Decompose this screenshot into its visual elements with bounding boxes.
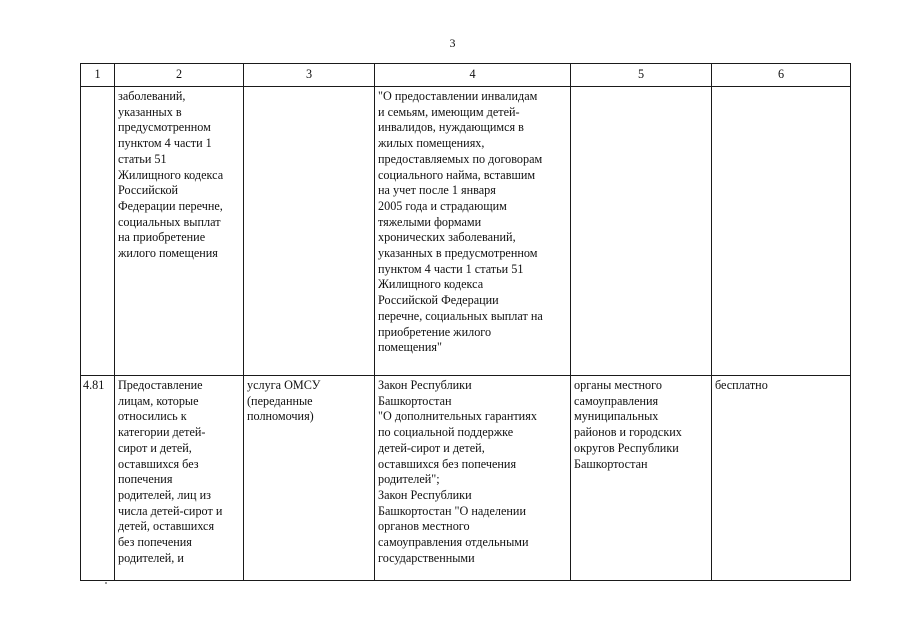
- column-header-2: 2: [115, 64, 244, 87]
- responsible-body-cell: органы местного самоуправления муниципальных районов и городских округов Республики Башкортостан: [571, 376, 712, 581]
- service-type-cell: услуга ОМСУ (переданные полномочия): [244, 376, 375, 581]
- scan-speck: [105, 582, 107, 584]
- column-header-3: 3: [244, 64, 375, 87]
- payment-cell: [712, 87, 851, 376]
- legal-basis-cell: Закон Республики Башкортостан "О дополнительных гарантиях по социальной поддержке детей-сирот и детей, оставшихся без попечения родителей"; Закон Республики Башкортостан "О наделении органов местного самоуправления отдельными государственными: [375, 376, 571, 581]
- column-header-6: 6: [712, 64, 851, 87]
- page-number: 3: [449, 36, 456, 50]
- table-row: [81, 376, 851, 581]
- payment-cell: бесплатно: [712, 376, 851, 581]
- column-header-1: 1: [81, 64, 115, 87]
- service-name-cell: заболеваний, указанных в предусмотренном пунктом 4 части 1 статьи 51 Жилищного кодекса Российской Федерации перечне, социальных выплат на приобретение жилого помещения: [115, 87, 244, 376]
- table-header-row: [81, 64, 851, 87]
- services-table: [80, 63, 851, 581]
- row-number-cell: 4.81: [81, 376, 115, 581]
- column-header-4: 4: [375, 64, 571, 87]
- service-type-cell: [244, 87, 375, 376]
- service-name-cell: Предоставление лицам, которые относились к категории детей- сирот и детей, оставшихся без попечения родителей, лиц из числа детей-сирот и детей, оставшихся без попечения родителей, и: [115, 376, 244, 581]
- row-number-cell: [81, 87, 115, 376]
- responsible-body-cell: [571, 87, 712, 376]
- legal-basis-cell: "О предоставлении инвалидам и семьям, имеющим детей- инвалидов, нуждающимся в жилых помещениях, предоставляемых по договорам социального найма, вставшим на учет после 1 января 2005 года и страдающим тяжелыми формами хронических заболеваний, указанных в предусмотренном пунктом 4 части 1 статьи 51 Жилищного кодекса Российской Федерации перечне, социальных выплат на приобретение жилого помещения": [375, 87, 571, 376]
- table-row: [81, 87, 851, 376]
- column-header-5: 5: [571, 64, 712, 87]
